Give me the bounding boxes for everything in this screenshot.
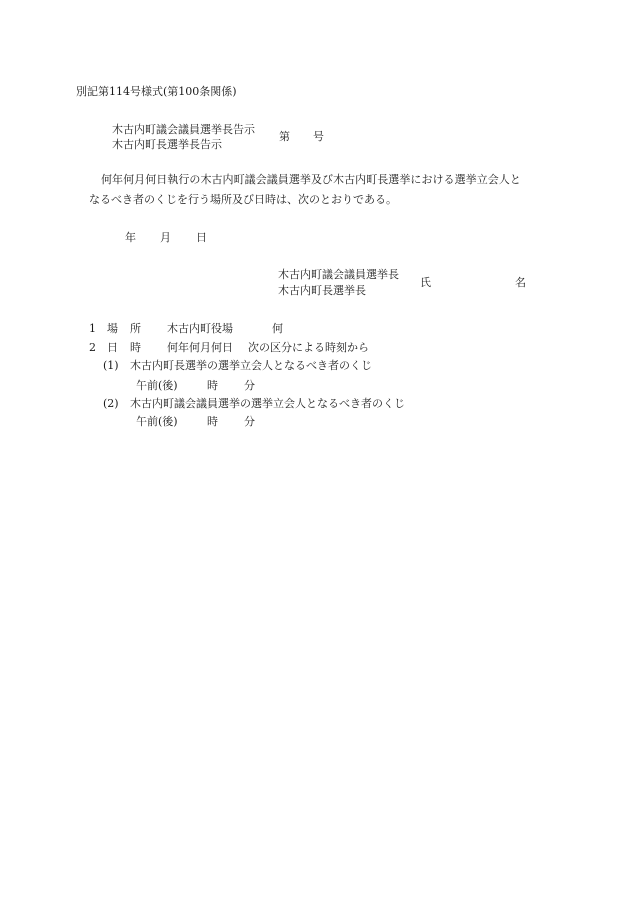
sub1-ampm: 午前(後) <box>136 379 178 392</box>
body-text-line2: なるべき者のくじを行う場所及び日時は、次のとおりである。 <box>89 193 397 206</box>
form-title: 別記第114号様式(第100条関係) <box>76 85 237 98</box>
sub2-hour: 時 <box>207 415 218 428</box>
sub1-text: 木古内町長選挙の選挙立会人となるべき者のくじ <box>130 359 372 372</box>
date-month: 月 <box>160 231 171 244</box>
notice-issuer-line2: 木古内町長選挙長告示 <box>112 138 222 151</box>
notice-number-dai: 第 <box>279 130 290 143</box>
sub2-marker: (2) <box>103 397 119 410</box>
sub2-ampm: 午前(後) <box>136 415 178 428</box>
item2-label-nichi: 日 <box>107 341 118 354</box>
date-day: 日 <box>196 231 207 244</box>
signature-shi: 氏 <box>420 276 431 289</box>
item1-nani: 何 <box>272 322 283 335</box>
notice-issuer-line1: 木古内町議会議員選挙長告示 <box>112 123 255 136</box>
item1-label-sho: 所 <box>130 322 141 335</box>
item2-label-ji: 時 <box>130 341 141 354</box>
item2-number: 2 <box>89 341 96 354</box>
body-text-line1: 何年何月何日執行の木古内町議会議員選挙及び木古内町長選挙における選挙立会人と <box>101 173 521 186</box>
item2-date: 何年何月何日 <box>167 341 233 354</box>
notice-number-go: 号 <box>313 130 324 143</box>
sub1-marker: (1) <box>103 359 119 372</box>
sub1-hour: 時 <box>207 379 218 392</box>
item2-description: 次の区分による時刻から <box>248 341 369 354</box>
item1-label-ba: 場 <box>107 322 118 335</box>
item1-place: 木古内町役場 <box>167 322 233 335</box>
sub1-minute: 分 <box>244 379 255 392</box>
date-year: 年 <box>125 231 136 244</box>
item1-number: 1 <box>89 322 96 335</box>
signature-title-line2: 木古内町長選挙長 <box>278 284 366 297</box>
sub2-minute: 分 <box>244 415 255 428</box>
signature-title-line1: 木古内町議会議員選挙長 <box>278 268 399 281</box>
signature-mei: 名 <box>515 276 526 289</box>
sub2-text: 木古内町議会議員選挙の選挙立会人となるべき者のくじ <box>130 397 405 410</box>
